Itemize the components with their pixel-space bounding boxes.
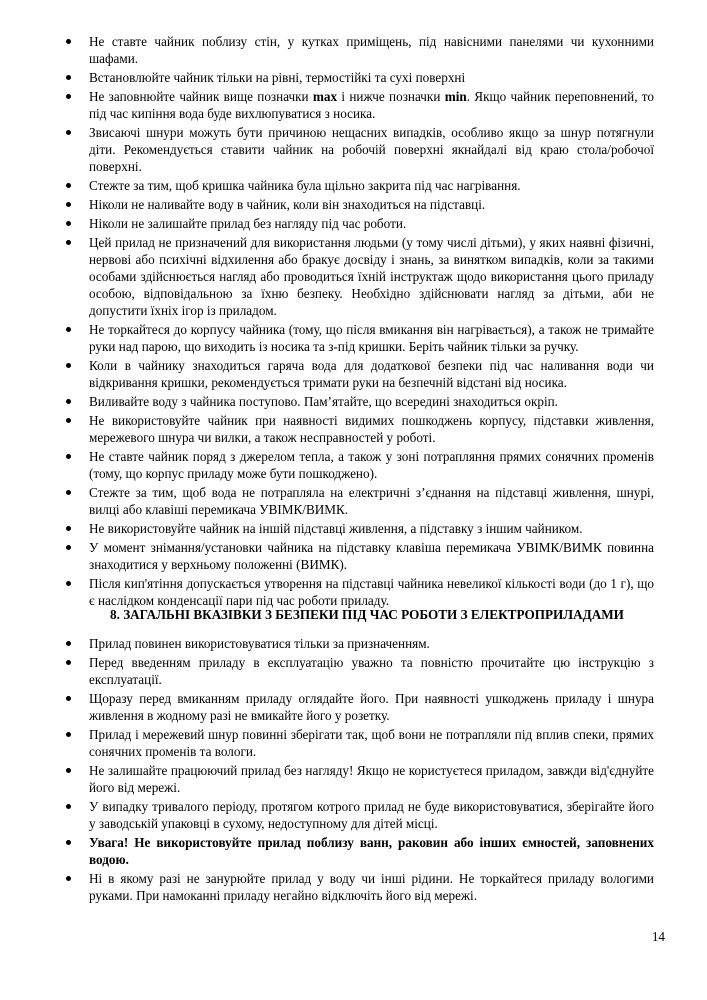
list-item: Прилад і мережевий шнур повинні зберігати так, щоб вони не потрапляли під вплив спеки, прямих сонячних променів та вологи. <box>64 726 654 760</box>
list-item: Стежте за тим, щоб кришка чайника була щільно закрита під час нагрівання. <box>64 177 654 194</box>
list-item: Не залишайте працюючий прилад без нагляду! Якщо не користуєтеся приладом, завжди від'єднуйте його від мережі. <box>64 762 654 796</box>
list-item: Перед введенням приладу в експлуатацію уважно та повністю прочитайте цю інструкцію з експлуатації. <box>64 654 654 688</box>
list-item: Прилад повинен використовуватися тільки за призначенням. <box>64 635 654 652</box>
safety-list-general <box>64 635 654 906</box>
list-item: Ні в якому разі не занурюйте прилад у воду чи інші рідини. Не торкайтеся приладу вологими руками. При намоканні приладу негайно відключіть його від мережі. <box>64 870 654 904</box>
safety-list-kettle <box>64 33 654 611</box>
list-item: Цей прилад не призначений для використання людьми (у тому числі дітьми), у яких наявні фізичні, нервові або психічні відхилення або бракує досвіду і знань, за винятком випадків, коли за такими особами здійснюється нагляд або проводиться їхній інструктаж щодо використання цього приладу особою, відповідальною за їхню безпеку. Необхідно здійснювати нагляд за дітьми, аби не допустити їхніх ігор із приладом. <box>64 234 654 319</box>
list-item: Встановлюйте чайник тільки на рівні, термостійкі та сухі поверхні <box>64 69 654 86</box>
list-item: Не заповнюйте чайник вище позначки max і нижче позначки min. Якщо чайник переповнений, то під час кипіння вода буде вихлюпуватися з носика. <box>64 88 654 122</box>
list-item: Щоразу перед вмиканням приладу оглядайте його. При наявності ушкоджень приладу і шнура живлення в жодному разі не вмикайте його у розетку. <box>64 690 654 724</box>
list-item: Не торкайтеся до корпусу чайника (тому, що після вмикання він нагрівається), а також не тримайте руки над парою, що виходить із носика та з-під кришки. Беріть чайник тільки за ручку. <box>64 321 654 355</box>
list-item: У випадку тривалого періоду, протягом котрого прилад не буде використовуватися, зберігайте його у заводській упаковці в сухому, недоступному для дітей місці. <box>64 798 654 832</box>
list-item: Коли в чайнику знаходиться гаряча вода для додаткової безпеки під час наливання води чи відкривання кришки, рекомендується тримати руки на безпечній відстані від носика. <box>64 357 654 391</box>
list-item: Ніколи не залишайте прилад без нагляду під час роботи. <box>64 215 654 232</box>
list-item: Не використовуйте чайник при наявності видимих пошкоджень корпусу, підставки живлення, мережевого шнура чи вилки, а також несправностей у роботі. <box>64 412 654 446</box>
list-item: Виливайте воду з чайника поступово. Пам’ятайте, що всередині знаходиться окріп. <box>64 393 654 410</box>
list-item: Після кип'ятіння допускається утворення на підставці чайника невеликої кількості води (до 1 г), що є наслідком конденсації пари під час роботи приладу. <box>64 575 654 609</box>
page-number: 14 <box>651 929 665 944</box>
section-heading: 8. ЗАГАЛЬНІ ВКАЗІВКИ З БЕЗПЕКИ ПІД ЧАС РОБОТИ З ЕЛЕКТРОПРИЛАДАМИ <box>110 607 624 622</box>
list-item: Звисаючі шнури можуть бути причиною нещасних випадків, особливо якщо за шнур потягнули діти. Рекомендується ставити чайник на робочій поверхні якнайдалі від краю стола/робочої поверхні. <box>64 124 654 175</box>
list-item: Стежте за тим, щоб вода не потрапляла на електричні з’єднання на підставці живлення, шнурі, вилці або клавіші перемикача УВІМК/ВИМК. <box>64 484 654 518</box>
list-item: У момент знімання/установки чайника на підставку клавіша перемикача УВІМК/ВИМК повинна знаходитися у верхньому положенні (ВИМК). <box>64 539 654 573</box>
list-item: Не ставте чайник поряд з джерелом тепла, а також у зоні потрапляння прямих сонячних променів (тому, що корпус приладу може бути пошкоджено). <box>64 448 654 482</box>
list-item: Не використовуйте чайник на іншій підставці живлення, а підставку з іншим чайником. <box>64 520 654 537</box>
list-item: Ніколи не наливайте воду в чайник, коли він знаходиться на підставці. <box>64 196 654 213</box>
list-item: Не ставте чайник поблизу стін, у кутках приміщень, під навісними панелями чи кухонними шафами. <box>64 33 654 67</box>
list-item-warning: Увага! Не використовуйте прилад поблизу ванн, раковин або інших ємностей, заповнених водою. <box>64 834 654 868</box>
